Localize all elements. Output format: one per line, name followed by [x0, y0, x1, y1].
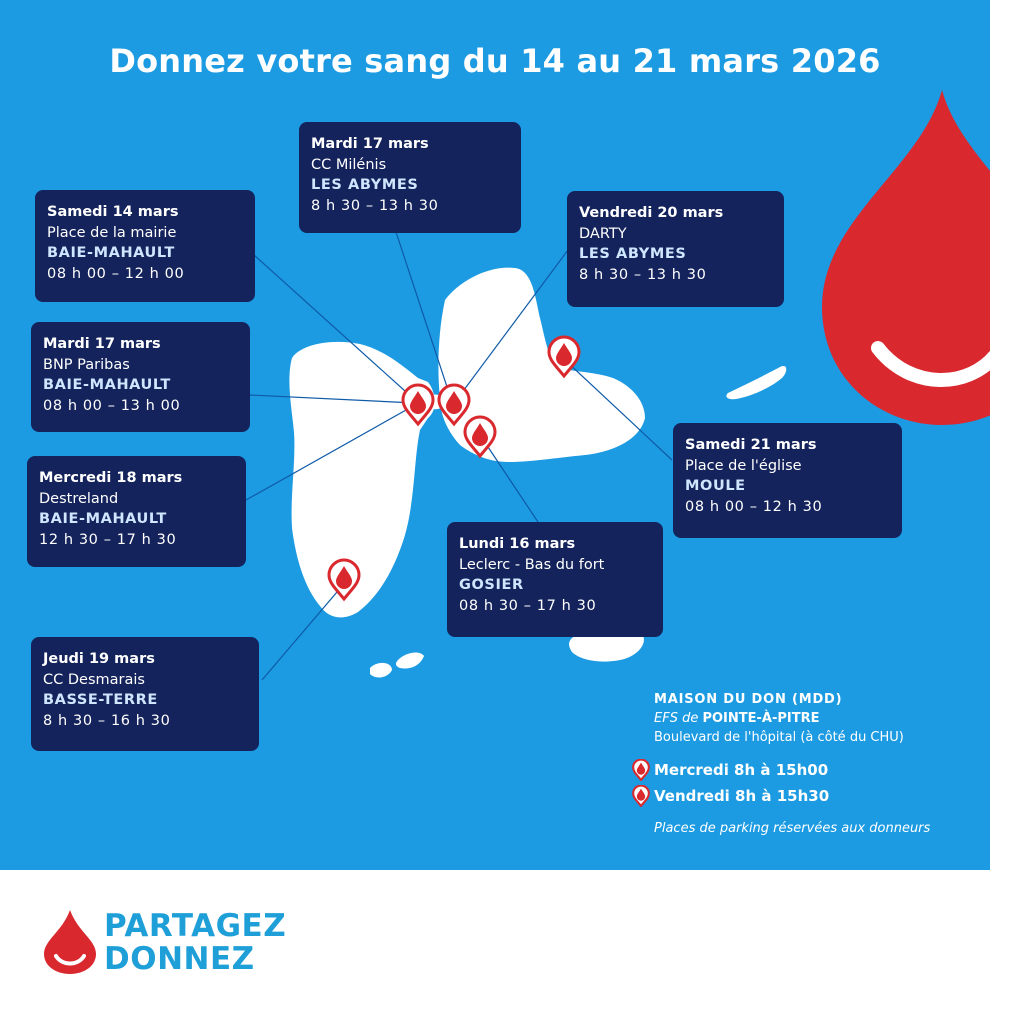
logo-line1: PARTAGEZ	[104, 908, 287, 944]
mdd-efs-prefix: EFS de	[654, 711, 699, 726]
blood-drop-icon	[820, 90, 990, 430]
event-hours: 8 h 30 – 13 h 30	[311, 197, 439, 214]
event-day: Mercredi 18 mars	[39, 470, 183, 486]
logo-line2: DONNEZ	[104, 941, 255, 977]
event-place: DARTY	[579, 225, 627, 242]
event-place: Place de l'église	[685, 457, 802, 474]
mdd-address: Boulevard de l'hôpital (à côté du CHU)	[654, 730, 904, 745]
event-place: CC Desmarais	[43, 671, 145, 688]
logo-blood-drop-icon	[44, 910, 96, 974]
maison-du-don-info	[654, 690, 984, 838]
mdd-schedule-item: Mercredi 8h à 15h00	[654, 761, 829, 779]
event-day: Mardi 17 mars	[43, 336, 161, 352]
event-city: BASSE-TERRE	[43, 692, 158, 708]
event-card-moule[interactable]	[673, 423, 902, 538]
event-card-baie-mahault-destreland[interactable]	[27, 456, 246, 567]
event-day: Jeudi 19 mars	[43, 651, 155, 667]
blood-drop-pin-icon	[632, 759, 650, 781]
brand-logo	[104, 910, 286, 976]
event-city: MOULE	[685, 478, 746, 494]
island-la-desirade	[726, 366, 786, 399]
event-card-basse-terre[interactable]	[31, 637, 259, 751]
event-hours: 8 h 30 – 13 h 30	[579, 266, 707, 283]
event-card-gosier[interactable]	[447, 522, 663, 637]
island-les-saintes	[370, 653, 424, 678]
event-city: BAIE-MAHAULT	[43, 377, 171, 393]
blood-drop-pin-icon	[632, 785, 650, 807]
event-hours: 08 h 00 – 12 h 30	[685, 498, 823, 515]
event-place: CC Milénis	[311, 156, 387, 173]
event-hours: 8 h 30 – 16 h 30	[43, 712, 171, 729]
event-hours: 08 h 00 – 12 h 00	[47, 265, 185, 282]
event-city: LES ABYMES	[311, 177, 419, 193]
event-hours: 08 h 00 – 13 h 00	[43, 397, 181, 414]
event-hours: 12 h 30 – 17 h 30	[39, 531, 177, 548]
event-place: BNP Paribas	[43, 356, 130, 373]
event-place: Destreland	[39, 490, 119, 507]
event-place: Place de la mairie	[47, 224, 177, 241]
event-city: BAIE-MAHAULT	[47, 245, 175, 261]
mdd-schedule	[654, 757, 984, 809]
event-card-les-abymes-milenis[interactable]	[299, 122, 521, 233]
event-day: Samedi 14 mars	[47, 204, 179, 220]
mdd-parking-note: Places de parking réservées aux donneurs	[654, 821, 931, 836]
mdd-efs-city: POINTE-À-PITRE	[702, 711, 820, 726]
island-basse-terre	[289, 342, 434, 618]
mdd-schedule-item: Vendredi 8h à 15h30	[654, 787, 830, 805]
mdd-title: MAISON DU DON (MDD)	[654, 692, 843, 707]
event-city: GOSIER	[459, 577, 524, 593]
event-card-les-abymes-darty[interactable]	[567, 191, 784, 307]
event-day: Vendredi 20 mars	[579, 205, 724, 221]
event-city: BAIE-MAHAULT	[39, 511, 167, 527]
event-card-baie-mahault-bnp[interactable]	[31, 322, 250, 432]
page-title: Donnez votre sang du 14 au 21 mars 2026	[109, 42, 881, 80]
event-day: Lundi 16 mars	[459, 536, 576, 552]
mdd-schedule-row	[654, 783, 984, 809]
event-place: Leclerc - Bas du fort	[459, 556, 605, 573]
event-day: Samedi 21 mars	[685, 437, 817, 453]
event-card-baie-mahault-mairie[interactable]	[35, 190, 255, 302]
event-day: Mardi 17 mars	[311, 136, 429, 152]
event-hours: 08 h 30 – 17 h 30	[459, 597, 597, 614]
mdd-schedule-row	[654, 757, 984, 783]
mdd-efs-line	[654, 709, 984, 728]
event-city: LES ABYMES	[579, 246, 687, 262]
